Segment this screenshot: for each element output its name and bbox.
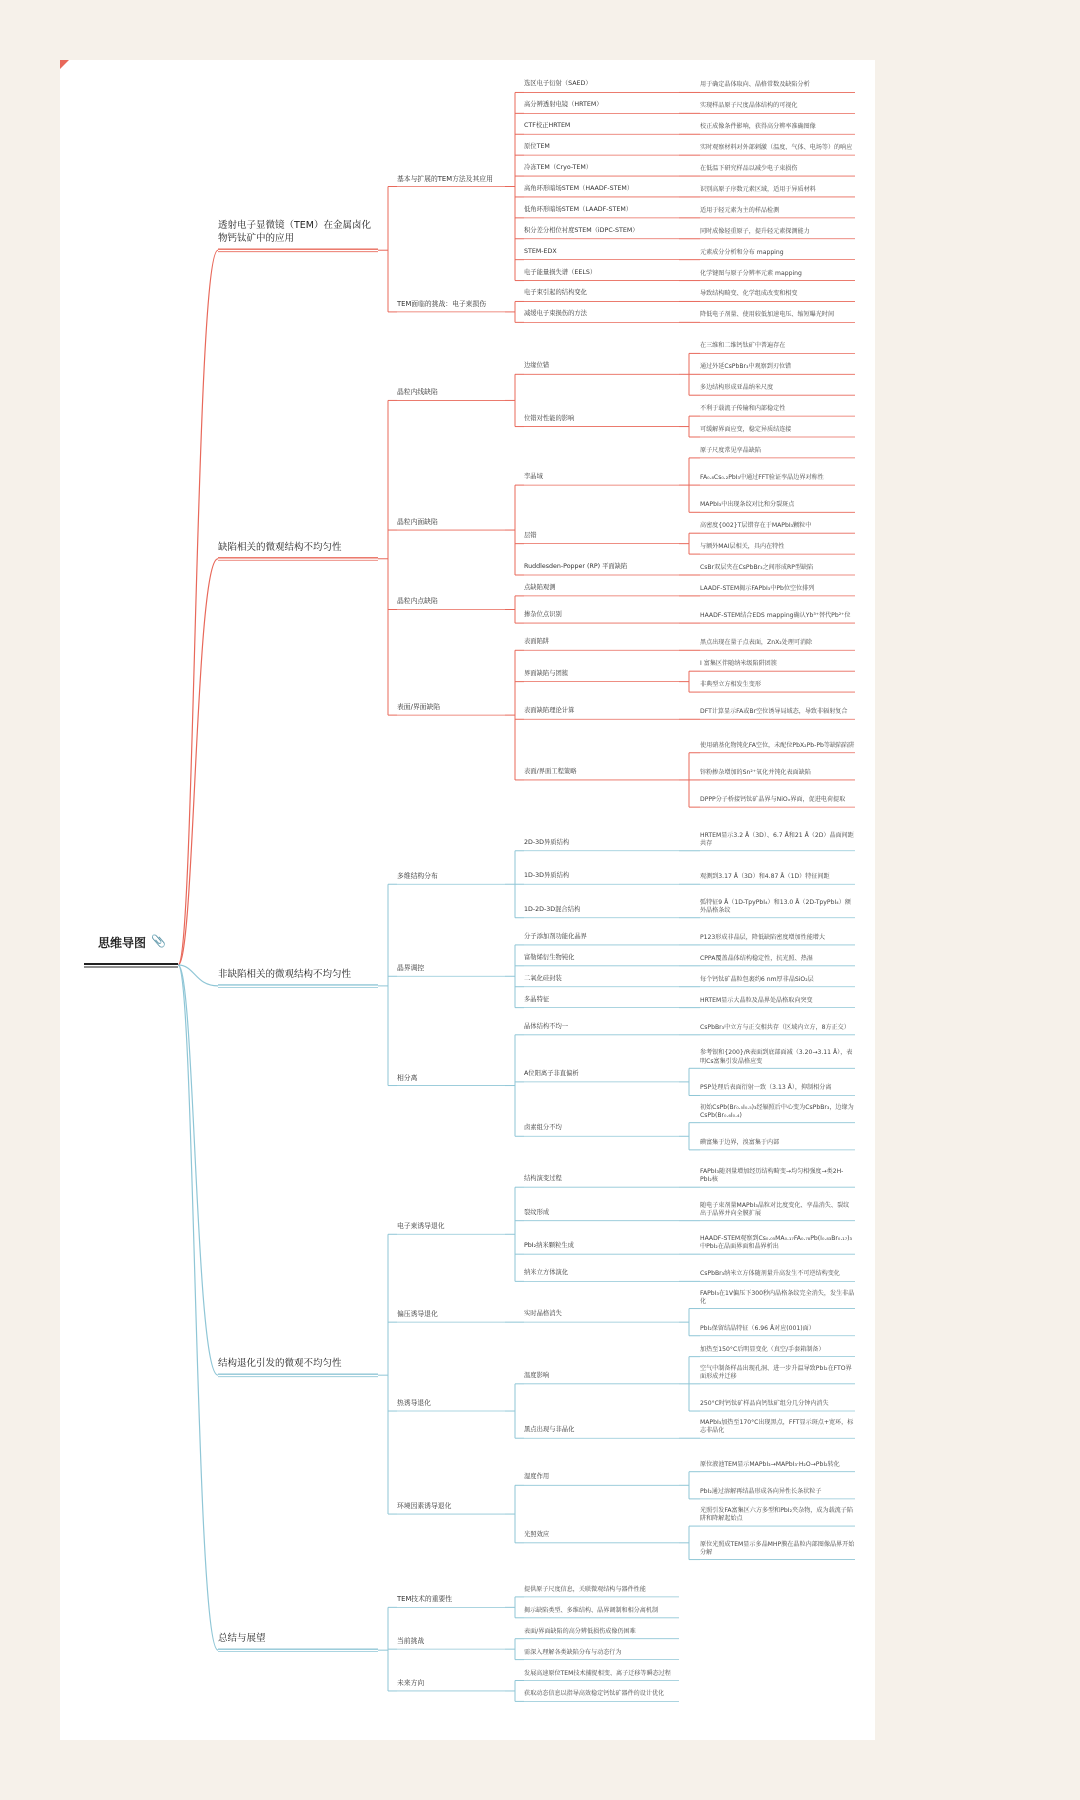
topic-node[interactable]: 孪晶域: [524, 473, 543, 481]
detail-node[interactable]: CsBr双层夹在CsPbBr₃之间形成RP型缺陷: [700, 563, 814, 571]
detail-node[interactable]: CPPA覆盖晶体结构稳定性，抗光照、热湿: [700, 954, 813, 962]
detail-node[interactable]: 校正成像条件影响，获得高分辨率准确图像: [700, 123, 816, 131]
attachment-icon: 📎: [151, 934, 166, 948]
topic-node[interactable]: 层错: [524, 531, 537, 539]
detail-node[interactable]: FA₀.₈Cs₀.₂PbI₃中通过FFT验证孪晶边界对称性: [700, 474, 824, 482]
topic-node[interactable]: 2D-3D异质结构: [524, 838, 570, 846]
detail-node[interactable]: 发展高速原位TEM技术捕捉相变、离子迁移等瞬态过程: [524, 1669, 671, 1677]
detail-node[interactable]: 在三维和二维钙钛矿中普遍存在: [700, 342, 786, 350]
detail-node[interactable]: 参考银和{200}/R表面到底部面减（3.20→3.11 Å），表明Cs富集引发晶格应变: [700, 1049, 853, 1065]
detail-node[interactable]: 不利于载流子传输和内部稳定性: [700, 405, 786, 413]
detail-node[interactable]: HRTEM显示3.2 Å（3D）、6.7 Å和21 Å（2D）晶面间距共存: [700, 831, 854, 847]
detail-node[interactable]: 识别高原子序数元素区域，适用于异质材料: [700, 185, 816, 193]
detail-node[interactable]: DFT计算显示FA或Br空位诱导局域态，导致非辐射复合: [700, 708, 848, 716]
detail-node[interactable]: 通过外延CsPbBr₃中观察到刃位错: [700, 363, 792, 371]
category-node[interactable]: 热诱导退化: [397, 1399, 431, 1408]
topic-node[interactable]: 高分辨透射电镜（HRTEM）: [524, 101, 603, 109]
category-node[interactable]: 环境因素诱导退化: [397, 1502, 452, 1511]
topic-node[interactable]: 1D-3D异质结构: [524, 872, 570, 880]
detail-node[interactable]: HRTEM显示大晶粒及晶界处晶格取向突变: [700, 996, 813, 1004]
connector: [178, 965, 218, 1650]
detail-node[interactable]: PbI₂通过溶解再结晶形成各向异性长条状粒子: [700, 1487, 822, 1495]
branch-node[interactable]: 透射电子显微镜（TEM）在金属卤化物钙钛矿中的应用: [218, 220, 372, 245]
topic-node[interactable]: 表面缺陷理论计算: [524, 707, 575, 715]
topic-node[interactable]: 电子能量损失谱（EELS）: [524, 268, 597, 276]
topic-node[interactable]: 表面陷阱: [524, 638, 550, 646]
topic-node[interactable]: STEM-EDX: [524, 247, 557, 255]
detail-node[interactable]: 250°C时钙钛矿样品向钙钛矿组分几分钟内消失: [700, 1400, 829, 1408]
detail-node[interactable]: PSP处理后表面衍射一致（3.13 Å），抑制相分离: [700, 1084, 832, 1092]
detail-node[interactable]: 化学键图与原子分辨率元素 mapping: [700, 269, 802, 277]
category-node[interactable]: TEM面临的挑战：电子束损伤: [397, 299, 487, 308]
topic-node[interactable]: 二氧化硅封装: [524, 974, 562, 982]
topic-node[interactable]: 点缺陷观测: [524, 583, 556, 591]
topic-node[interactable]: 积分差分相位衬度STEM（iDPC-STEM）: [524, 226, 639, 234]
detail-node[interactable]: 实现样品原子尺度晶体结构的可视化: [700, 102, 798, 110]
topic-node[interactable]: 多晶特征: [524, 995, 550, 1003]
detail-node[interactable]: 在低温下研究样品以减少电子束损伤: [700, 165, 798, 173]
topic-node[interactable]: CTF校正HRTEM: [524, 122, 571, 130]
detail-node[interactable]: CsPbBr₃中立方与正交相共存（区域内立方，8方正交）: [700, 1023, 850, 1031]
topic-node[interactable]: 结构演变过程: [524, 1175, 562, 1183]
topic-node[interactable]: 湿度作用: [524, 1473, 550, 1481]
category-node[interactable]: 晶粒内面缺陷: [397, 518, 438, 527]
topic-node[interactable]: 实时晶格消失: [524, 1310, 562, 1318]
detail-node[interactable]: 高密度{002}T层错存在于MAPbI₃颗粒中: [700, 522, 812, 530]
connector: [178, 559, 218, 965]
detail-node[interactable]: MAPbI₃中出现条纹对比和分裂斑点: [700, 501, 795, 509]
category-node[interactable]: 当前挑战: [397, 1637, 425, 1646]
topic-node[interactable]: 裂纹形成: [524, 1208, 550, 1216]
topic-node[interactable]: 电子束引起的结构变化: [524, 289, 587, 297]
detail-node[interactable]: LAADF-STEM揭示FAPbI₃中Pb位空位排列: [700, 584, 815, 592]
detail-node[interactable]: HAADF-STEM结合EDS mapping确认Yb³⁺替代Pb²⁺位: [700, 612, 851, 620]
category-node[interactable]: 晶粒内点缺陷: [397, 597, 438, 606]
topic-node[interactable]: 晶体结构不均一: [524, 1022, 569, 1030]
category-node[interactable]: 相分离: [397, 1073, 418, 1082]
root-title[interactable]: 思维导图: [98, 936, 147, 950]
detail-node[interactable]: 降低电子剂量、使用较低加速电压、缩短曝光时间: [700, 311, 835, 319]
detail-node[interactable]: 原子尺度常见孪晶缺陷: [700, 446, 761, 454]
topic-node[interactable]: 纳米立方体演化: [524, 1269, 569, 1277]
detail-node[interactable]: I 富集区伴随纳米级陷阱团簇: [700, 660, 777, 668]
detail-node[interactable]: 弧特征9 Å（1D-TpyPbI₄）和13.0 Å（2D-TpyPbI₄）额外晶格条纹: [700, 898, 851, 914]
connector: [178, 250, 218, 965]
detail-node[interactable]: 光照引发FA富集区六方多型和PbI₂夹杂物，成为载流子陷阱和降解起始点: [700, 1507, 853, 1523]
category-node[interactable]: 多维结构分布: [397, 872, 438, 881]
category-node[interactable]: TEM技术的重要性: [397, 1595, 453, 1604]
topic-node[interactable]: 1D-2D-3D混合结构: [524, 905, 581, 913]
topic-node[interactable]: 掺杂位点识别: [524, 611, 562, 619]
detail-node[interactable]: 原位液池TEM显示MAPbI₃→MAPbI₃·H₂O→PbI₂转化: [700, 1460, 840, 1468]
detail-node[interactable]: 空气中制备样品出现孔洞、进一步升温导致PbI₂在FTO界面形成并迁移: [700, 1364, 852, 1381]
category-node[interactable]: 表面/界面缺陷: [397, 703, 441, 712]
branch-node[interactable]: 总结与展望: [218, 1633, 266, 1645]
topic-node[interactable]: 卤素组分不均: [524, 1124, 562, 1132]
detail-node[interactable]: 导致结构畸变、化学组成改变和相变: [700, 290, 798, 298]
detail-node[interactable]: 随电子束剂量MAPbI₃晶粒对比度变化、孪晶消失、裂纹出于晶界并向全膜扩展: [700, 1201, 850, 1217]
detail-node[interactable]: FAPbI₃随剂量增加经历结构畸变→均匀相强度→类2H-PbI₂核: [700, 1168, 844, 1184]
topic-node[interactable]: 黑点出现与非晶化: [524, 1426, 575, 1434]
topic-node[interactable]: Ruddlesden-Popper (RP) 平面缺陷: [524, 562, 628, 570]
detail-node[interactable]: 非典型立方相发生变形: [700, 681, 761, 689]
category-node[interactable]: 电子束诱导退化: [397, 1222, 445, 1231]
topic-node[interactable]: 表面/界面工程策略: [524, 767, 577, 775]
topic-node[interactable]: A位阳离子非直偏析: [524, 1069, 579, 1077]
topic-node[interactable]: 冷冻TEM（Cryo-TEM）: [524, 164, 593, 172]
category-node[interactable]: 晶界调控: [397, 964, 425, 973]
branch-node[interactable]: 结构退化引发的微观不均匀性: [218, 1358, 342, 1370]
topic-node[interactable]: 光照效应: [524, 1530, 550, 1538]
topic-node[interactable]: 界面缺陷与团簇: [524, 669, 569, 677]
detail-node[interactable]: 碘富集于边界，溴富集于内部: [700, 1138, 780, 1146]
topic-node[interactable]: 原位TEM: [524, 143, 550, 151]
topic-node[interactable]: 减缓电子束损伤的方法: [524, 310, 587, 318]
topic-node[interactable]: 分子添加剂功能化晶界: [524, 932, 587, 940]
topic-node[interactable]: 选区电子衍射（SAED）: [524, 80, 592, 88]
category-node[interactable]: 未来方向: [397, 1678, 425, 1687]
category-node[interactable]: 基本与扩展的TEM方法及其应用: [397, 174, 493, 183]
topic-node[interactable]: 边缘位错: [524, 362, 550, 370]
detail-node[interactable]: 需深入理解各类缺陷分布与动态行为: [524, 1648, 622, 1656]
topic-node[interactable]: 富勒烯衍生物钝化: [524, 953, 575, 961]
topic-node[interactable]: 低角环形暗场STEM（LAADF-STEM）: [524, 205, 633, 213]
topic-node[interactable]: 位错对性能的影响: [524, 414, 575, 422]
detail-node[interactable]: 原位光照成TEM显示多晶MHP膜在晶粒内部图像晶界开始分解: [700, 1540, 855, 1556]
detail-node[interactable]: 初始CsPb(Br₀.₅I₀.₅)₃经辐照后中心变为CsPbBr₃，边缘为CsPb(Br₀.₆I₀.₄): [700, 1103, 854, 1119]
detail-node[interactable]: CsPbBr₃纳米立方体随剂量升高发生不可逆结构变化: [700, 1270, 840, 1278]
topic-node[interactable]: 高角环形暗场STEM（HAADF-STEM）: [524, 184, 634, 192]
detail-node[interactable]: 提供原子尺度信息，关联微观结构与器件性能: [524, 1585, 646, 1593]
detail-node[interactable]: 实时观察材料对外部刺激（温度、气体、电场等）的响应: [700, 144, 853, 152]
detail-node[interactable]: 适用于轻元素为主的样品检测: [700, 206, 780, 214]
detail-node[interactable]: 获取动态信息以指导高效稳定钙钛矿器件的设计优化: [524, 1690, 665, 1698]
detail-node[interactable]: 揭示缺陷类型、多维结构、晶界调制和相分离机制: [524, 1606, 659, 1614]
detail-node[interactable]: 与额外MAI层相关，具内在特性: [700, 543, 785, 551]
detail-node[interactable]: HAADF-STEM观察到Cs₀.₀₅MA₀.₁₇FA₀.₇₈Pb(I₀.₈₃Br₀.₁₇)₃中PbI₂在晶面界面和晶界析出: [700, 1235, 852, 1251]
detail-node[interactable]: 使用硝基化物钝化FA空位，未配位PbX₂Pb-Pb等缺陷陷阱: [700, 741, 855, 749]
detail-node[interactable]: 可缓解界面应变，稳定异质结连接: [700, 426, 792, 433]
detail-node[interactable]: PbI₂保留结晶特征（6.96 Å对应(001)面）: [700, 1324, 815, 1332]
topic-node[interactable]: PbI₂纳米颗粒生成: [524, 1242, 574, 1250]
detail-node[interactable]: 同时成像轻重原子，提升轻元素探测能力: [700, 227, 810, 235]
detail-node[interactable]: 黑点出现在量子点表面，ZnX₂处理可消除: [700, 639, 813, 647]
detail-node[interactable]: P123形成非晶层，降低缺陷密度增加性能增大: [700, 933, 825, 941]
detail-node[interactable]: 每个钙钛矿晶粒包裹约6 nm厚非晶SiO₂层: [700, 975, 814, 983]
detail-node[interactable]: 表面/界面缺陷的高分辨低损伤成像仍困难: [524, 1627, 636, 1635]
topic-node[interactable]: 温度影响: [524, 1371, 550, 1379]
category-node[interactable]: 晶粒内线缺陷: [397, 388, 438, 397]
detail-node[interactable]: DPPP分子桥接钙钛矿晶界与NiOₓ界面，促进电荷提取: [700, 796, 846, 804]
detail-node[interactable]: FAPbI₃在1V偏压下300秒内晶格条纹完全消失，发生非晶化: [700, 1289, 855, 1305]
detail-node[interactable]: 多边结构形成亚晶纳米尺度: [700, 384, 774, 392]
detail-node[interactable]: 锌粉掺杂增加的Sn²⁺氧化并钝化表面缺陷: [700, 768, 811, 776]
detail-node[interactable]: 观测到3.17 Å（3D）和4.87 Å（1D）特征间距: [700, 873, 830, 881]
detail-node[interactable]: 加热至150°C后明显变化（真空/手套箱制备）: [700, 1345, 825, 1353]
category-node[interactable]: 偏压诱导退化: [397, 1310, 438, 1319]
connector: [178, 965, 218, 1375]
branch-node[interactable]: 缺陷相关的微观结构不均匀性: [218, 541, 342, 553]
branch-node[interactable]: 非缺陷相关的微观结构不均匀性: [218, 968, 352, 980]
detail-node[interactable]: MAPbI₃加热至170°C出现黑点，FFT显示斑点+宽环，标志非晶化: [700, 1419, 854, 1435]
detail-node[interactable]: 用于确定晶体取向、晶格常数及缺陷分析: [700, 81, 810, 89]
detail-node[interactable]: 元素成分分析和分布 mapping: [700, 248, 784, 256]
